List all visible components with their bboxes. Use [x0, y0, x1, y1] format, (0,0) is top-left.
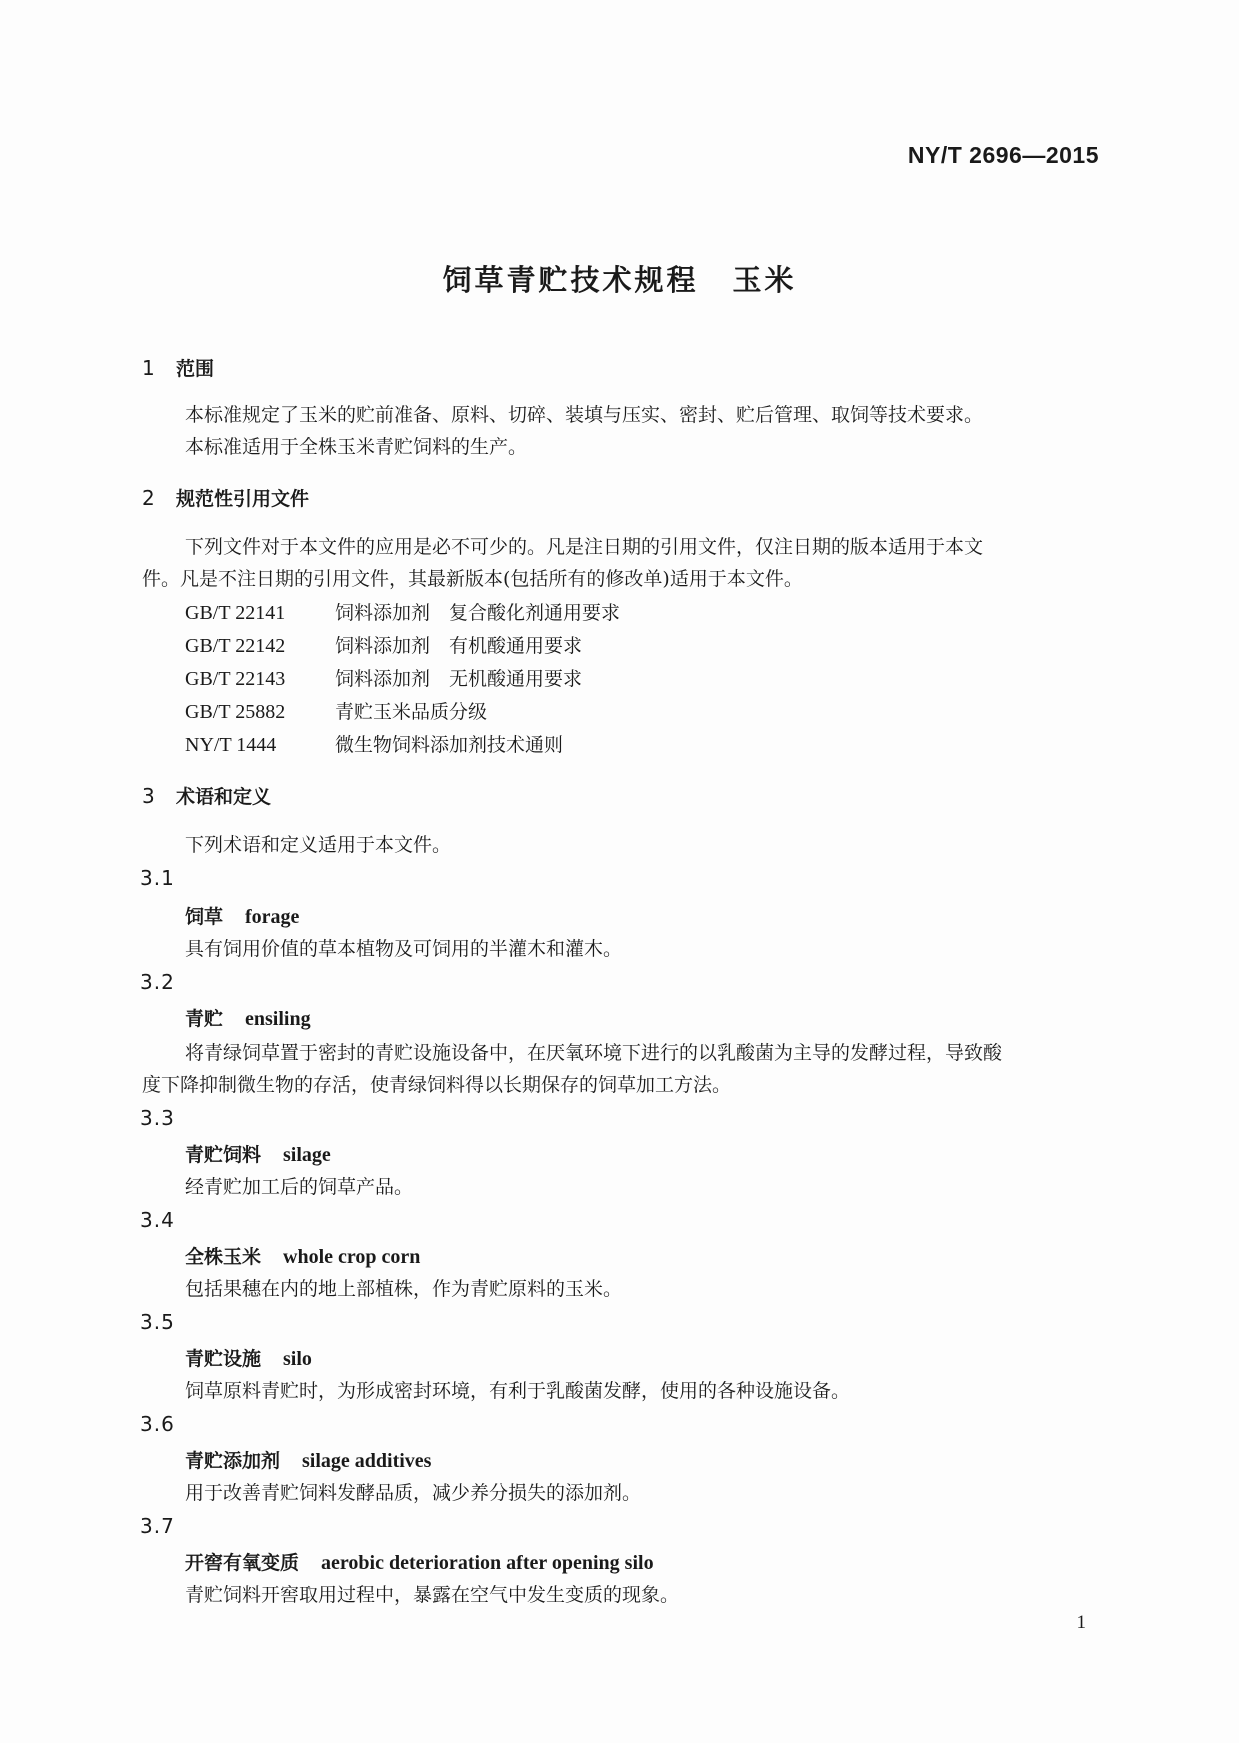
section-2-heading: [142, 484, 309, 511]
section-title: 术语和定义: [176, 786, 272, 808]
term-heading: [185, 1242, 420, 1269]
reference-title: 微生物饲料添加剂技术通则: [335, 734, 564, 756]
paragraph: 本标准适用于全株玉米青贮饲料的生产。: [185, 436, 528, 458]
term-heading: [185, 902, 299, 929]
term-en: whole crop corn: [283, 1246, 421, 1268]
term-en: ensiling: [245, 1008, 311, 1030]
term-definition: 用于改善青贮饲料发酵品质，减少养分损失的添加剂。: [185, 1482, 642, 1504]
reference-title: 饲料添加剂 复合酸化剂通用要求: [335, 602, 621, 624]
term-definition: 具有饲用价值的草本植物及可饲用的半灌木和灌木。: [185, 938, 623, 960]
reference-title: 饲料添加剂 无机酸通用要求: [335, 668, 583, 690]
reference-code: NY/T 1444: [185, 734, 277, 756]
term-en: silage: [283, 1144, 331, 1166]
term-heading: [185, 1004, 311, 1031]
paragraph: 下列术语和定义适用于本文件。: [185, 834, 452, 856]
reference-item: [185, 631, 582, 658]
reference-code: GB/T 22143: [185, 668, 286, 690]
reference-title: 青贮玉米品质分级: [335, 701, 488, 723]
term-heading: [185, 1140, 331, 1167]
subsection-number: 3.5: [140, 1310, 175, 1334]
term-zh: 青贮添加剂: [185, 1450, 281, 1472]
term-zh: 饲草: [185, 906, 224, 928]
term-heading: [185, 1344, 312, 1371]
subsection-number: 3.1: [140, 866, 175, 890]
subsection-number: 3.4: [140, 1208, 175, 1232]
term-definition: 包括果穗在内的地上部植株，作为青贮原料的玉米。: [185, 1278, 623, 1300]
paragraph: 本标准规定了玉米的贮前准备、原料、切碎、装填与压实、密封、贮后管理、取饲等技术要求。: [185, 404, 984, 426]
section-number: 3: [142, 784, 155, 808]
reference-code: GB/T 22142: [185, 635, 286, 657]
reference-code: GB/T 25882: [185, 701, 286, 723]
term-zh: 开窖有氧变质: [185, 1552, 300, 1574]
term-zh: 全株玉米: [185, 1246, 262, 1268]
section-number: 1: [142, 356, 155, 380]
term-definition: 将青绿饲草置于密封的青贮设施设备中，在厌氧环境下进行的以乳酸菌为主导的发酵过程，导致酸: [185, 1042, 1003, 1064]
subsection-number: 3.7: [140, 1514, 175, 1538]
term-en: aerobic deterioration after opening silo: [321, 1552, 654, 1574]
term-zh: 青贮饲料: [185, 1144, 262, 1166]
term-definition: 青贮饲料开窖取用过程中，暴露在空气中发生变质的现象。: [185, 1584, 680, 1606]
reference-item: [185, 664, 582, 691]
paragraph: 件。凡是不注日期的引用文件，其最新版本(包括所有的修改单)适用于本文件。: [142, 568, 803, 590]
term-zh: 青贮: [185, 1008, 224, 1030]
section-3-heading: [142, 782, 271, 809]
subsection-number: 3.2: [140, 970, 175, 994]
term-definition: 度下降抑制微生物的存活，使青绿饲料得以长期保存的饲草加工方法。: [142, 1074, 732, 1096]
reference-title: 饲料添加剂 有机酸通用要求: [335, 635, 583, 657]
section-title: 范围: [176, 358, 215, 380]
subsection-number: 3.6: [140, 1412, 175, 1436]
term-en: silo: [283, 1348, 312, 1370]
reference-item: [185, 598, 620, 625]
term-zh: 青贮设施: [185, 1348, 262, 1370]
document-title: [0, 258, 1239, 299]
standard-number: NY/T 2696—2015: [907, 142, 1099, 168]
term-definition: 饲草原料青贮时，为形成密封环境，有利于乳酸菌发酵，使用的各种设施设备。: [185, 1380, 851, 1402]
section-number: 2: [142, 486, 155, 510]
title-sub: 玉米: [732, 263, 797, 297]
term-heading: [185, 1548, 654, 1575]
page-number: 1: [1076, 1612, 1086, 1633]
term-definition: 经青贮加工后的饲草产品。: [185, 1176, 414, 1198]
reference-item: [185, 730, 563, 757]
paragraph: 下列文件对于本文件的应用是必不可少的。凡是注日期的引用文件，仅注日期的版本适用于本文: [185, 536, 984, 558]
term-en: silage additives: [302, 1450, 432, 1472]
section-title: 规范性引用文件: [176, 488, 310, 510]
reference-item: [185, 697, 487, 724]
reference-code: GB/T 22141: [185, 602, 286, 624]
title-main: 饲草青贮技术规程: [442, 263, 699, 297]
term-en: forage: [245, 906, 300, 928]
term-heading: [185, 1446, 431, 1473]
section-1-heading: [142, 354, 214, 381]
subsection-number: 3.3: [140, 1106, 175, 1130]
